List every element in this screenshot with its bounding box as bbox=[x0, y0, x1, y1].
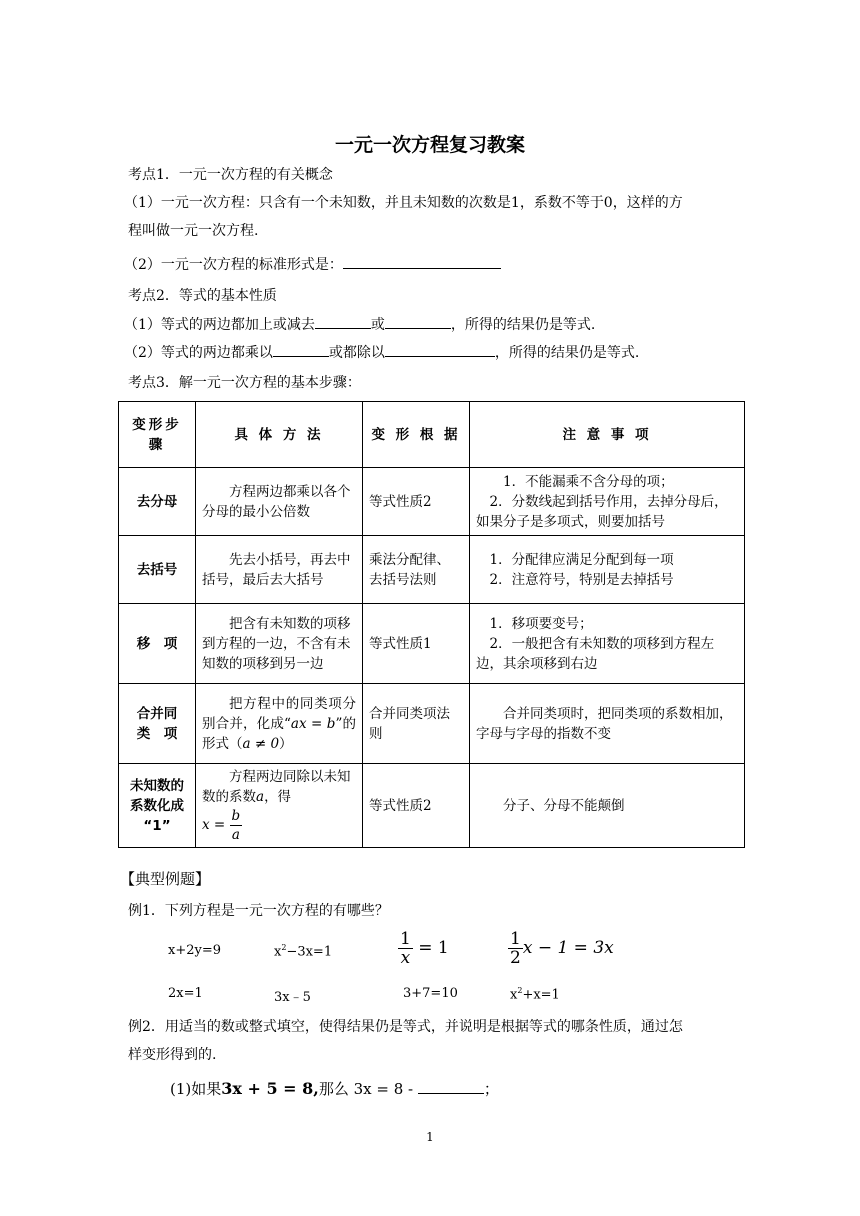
step-line: 类 项 bbox=[136, 725, 178, 742]
fraction bbox=[398, 930, 413, 967]
examples-heading: 【典型例题】 bbox=[120, 870, 211, 888]
example2-q1 bbox=[170, 1078, 790, 1100]
formula: ax = b bbox=[290, 715, 336, 732]
exponent: 2 bbox=[281, 943, 287, 952]
formula: 3x + 5 = 8, bbox=[221, 1079, 319, 1098]
page-title: 一元一次方程复习教案 bbox=[334, 134, 525, 156]
eq-text: = 1 bbox=[418, 938, 449, 958]
formula: a ≠ 0 bbox=[242, 735, 280, 752]
steps-table bbox=[118, 401, 745, 848]
numerator: b bbox=[231, 808, 241, 824]
method-text: ”的形式（ bbox=[202, 715, 357, 752]
note-line: 1．不能漏乘不含分母的项； bbox=[503, 473, 674, 490]
basis-cell: 等式性质2 bbox=[363, 468, 470, 536]
note-line: 2．注意符号，特别是去掉括号 bbox=[489, 571, 674, 588]
table-row bbox=[119, 684, 745, 764]
fill-blank[interactable] bbox=[418, 1078, 484, 1094]
kp1-item2-text: （2）一元一次方程的标准形式是： bbox=[124, 257, 343, 273]
equation: x+2y=9 bbox=[168, 943, 222, 958]
header-notes: 注 意 事 项 bbox=[470, 402, 745, 468]
equation bbox=[508, 930, 614, 967]
method-text: 把方程中的同类项分别合并，化成“ bbox=[202, 695, 356, 732]
basis-cell: 合并同类项法则 bbox=[363, 684, 470, 764]
notes-cell: 分子、分母不能颠倒 bbox=[470, 764, 745, 848]
example2-line1: 例2．用适当的数或整式填空，使得结果仍是等式，并说明是根据等式的哪条性质，通过怎 bbox=[128, 1019, 683, 1035]
method-text-line bbox=[202, 767, 356, 807]
step-cell: 去分母 bbox=[119, 468, 196, 536]
fill-blank[interactable] bbox=[315, 313, 371, 329]
equation bbox=[510, 986, 560, 1002]
table-header-row bbox=[119, 402, 745, 468]
fraction-line bbox=[202, 807, 356, 844]
notes-cell bbox=[470, 468, 745, 536]
eq-text: −3x=1 bbox=[286, 944, 333, 960]
formula: x = bbox=[202, 817, 226, 833]
method-text: 方程两边同除以未知数的系数 bbox=[202, 769, 351, 805]
page-number: 1 bbox=[426, 1130, 434, 1144]
example1-question: 例1．下列方程是一元一次方程的有哪些？ bbox=[128, 903, 389, 919]
kp2-item2-text-a: （2）等式的两边都乘以 bbox=[124, 345, 273, 361]
equation: 3+7=10 bbox=[403, 986, 458, 1001]
denominator: x bbox=[400, 948, 411, 968]
formula: a bbox=[256, 789, 265, 805]
step-cell bbox=[119, 764, 196, 848]
fill-blank[interactable] bbox=[273, 341, 329, 357]
table-row bbox=[119, 764, 745, 848]
step-line: 合并同 bbox=[136, 705, 178, 722]
method-text: ） bbox=[279, 735, 293, 752]
kp2-heading: 考点2．等式的基本性质 bbox=[128, 288, 277, 304]
note-line: 1．分配律应满足分配到每一项 bbox=[489, 551, 674, 568]
fill-blank[interactable] bbox=[343, 253, 501, 269]
method-cell: 方程两边都乘以各个分母的最小公倍数 bbox=[196, 468, 363, 536]
fraction bbox=[508, 930, 523, 967]
method-text: ，得 bbox=[264, 789, 292, 805]
step-line: 未知数的 bbox=[130, 777, 184, 794]
fill-blank[interactable] bbox=[385, 341, 495, 357]
eq-text: x bbox=[274, 944, 282, 960]
fraction bbox=[230, 807, 243, 844]
table-row bbox=[119, 468, 745, 536]
kp2-item1-text-c: ，所得的结果仍是等式. bbox=[450, 317, 596, 333]
eq-text: x bbox=[510, 987, 518, 1003]
kp1-item1-line1: （1）一元一次方程：只含有一个未知数，并且未知数的次数是1，系数不等于0，这样的方 bbox=[124, 195, 683, 211]
kp2-item2 bbox=[124, 341, 744, 364]
header-step: 变形步骤 bbox=[119, 402, 196, 468]
kp2-item2-text-b: 或都除以 bbox=[328, 345, 385, 361]
basis-cell: 等式性质1 bbox=[363, 604, 470, 684]
q1-text: 那么 3x = 8 - bbox=[318, 1080, 414, 1098]
fill-blank[interactable] bbox=[385, 313, 451, 329]
equation: 2x=1 bbox=[168, 986, 203, 1001]
basis-cell: 乘法分配律、去括号法则 bbox=[363, 536, 470, 604]
step-line: “1” bbox=[143, 817, 171, 834]
notes-cell bbox=[470, 536, 745, 604]
kp1-item2 bbox=[124, 253, 744, 276]
q1-text: (1)如果 bbox=[170, 1080, 222, 1098]
basis-cell: 等式性质2 bbox=[363, 764, 470, 848]
table-row bbox=[119, 604, 745, 684]
kp2-item1-text-b: 或 bbox=[370, 317, 385, 333]
example2-line2: 样变形得到的. bbox=[128, 1047, 217, 1063]
eq-text: x − 1 = 3x bbox=[522, 938, 614, 958]
table-row bbox=[119, 536, 745, 604]
kp2-item1 bbox=[124, 313, 744, 336]
kp3-heading: 考点3．解一元一次方程的基本步骤： bbox=[128, 375, 361, 391]
method-cell bbox=[196, 684, 363, 764]
step-cell: 去括号 bbox=[119, 536, 196, 604]
header-basis: 变 形 根 据 bbox=[363, 402, 470, 468]
note-line: 1．移项要变号； bbox=[489, 615, 593, 632]
note-line: 2．一般把含有未知数的项移到方程左边，其余项移到右边 bbox=[476, 635, 715, 672]
equation bbox=[274, 943, 332, 959]
equation: 3x﹣5 bbox=[274, 990, 311, 1005]
eq-text: +x=1 bbox=[522, 987, 560, 1003]
equation bbox=[398, 930, 449, 967]
kp1-item1-line2: 程叫做一元一次方程. bbox=[128, 223, 259, 239]
numerator: 1 bbox=[400, 929, 411, 949]
denominator: a bbox=[231, 827, 240, 843]
step-cell bbox=[119, 684, 196, 764]
denominator: 2 bbox=[510, 948, 521, 968]
kp2-item2-text-c: ，所得的结果仍是等式. bbox=[494, 345, 640, 361]
method-cell: 把含有未知数的项移到方程的一边，不含有未知数的项移到另一边 bbox=[196, 604, 363, 684]
kp2-item1-text-a: （1）等式的两边都加上或减去 bbox=[124, 317, 315, 333]
q1-text: ； bbox=[483, 1080, 499, 1098]
notes-cell: 合并同类项时，把同类项的系数相加，字母与字母的指数不变 bbox=[470, 684, 745, 764]
kp1-heading: 考点1．一元一次方程的有关概念 bbox=[128, 167, 333, 183]
exponent: 2 bbox=[517, 986, 523, 995]
method-cell: 先去小括号，再去中括号，最后去大括号 bbox=[196, 536, 363, 604]
notes-cell bbox=[470, 604, 745, 684]
step-cell: 移 项 bbox=[119, 604, 196, 684]
header-method: 具 体 方 法 bbox=[196, 402, 363, 468]
method-cell bbox=[196, 764, 363, 848]
note-line: 2．分数线起到括号作用，去掉分母后，如果分子是多项式，则要加括号 bbox=[476, 493, 728, 530]
step-line: 系数化成 bbox=[130, 797, 184, 814]
numerator: 1 bbox=[510, 929, 521, 949]
